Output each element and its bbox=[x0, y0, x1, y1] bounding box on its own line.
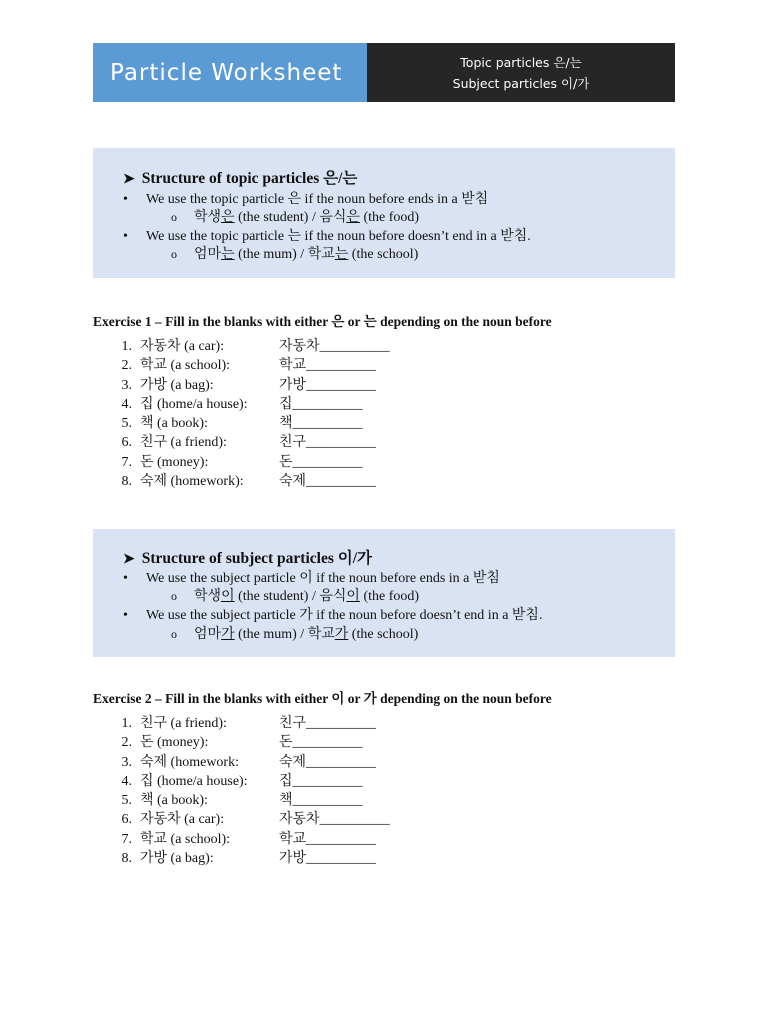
fill-in-blank: 책__________ bbox=[279, 793, 363, 809]
circle-bullet-icon: o bbox=[171, 247, 177, 261]
item-term: 자동차 (a car): bbox=[140, 812, 225, 828]
item-term: 책 (a book): bbox=[140, 416, 208, 432]
fill-in-blank: 집__________ bbox=[279, 773, 363, 789]
subject-rule-2: • We use the subject particle 가 if the noun before doesn’t end in a 받침. bbox=[123, 608, 543, 623]
item-term: 숙제 (homework: bbox=[140, 754, 239, 770]
fill-in-blank: 학교__________ bbox=[279, 358, 377, 374]
fill-in-blank: 숙제__________ bbox=[279, 754, 377, 770]
fill-in-blank: 가방__________ bbox=[279, 851, 377, 867]
bullet-dot-icon: • bbox=[123, 608, 128, 623]
item-term: 집 (home/a house): bbox=[140, 773, 248, 789]
item-term: 친구 (a friend): bbox=[140, 435, 227, 451]
topic-rule-2: • We use the topic particle 는 if the noun before doesn’t end in a 받침. bbox=[123, 229, 531, 244]
item-term: 자동차 (a car): bbox=[140, 339, 225, 354]
fill-in-blank: 가방__________ bbox=[279, 377, 377, 393]
topic-box-title: ➤ Structure of topic particles 은/는 bbox=[123, 170, 358, 187]
subtitle-topic: Topic particles 은/는 bbox=[460, 54, 582, 70]
fill-in-blank: 책__________ bbox=[279, 416, 363, 432]
subject-structure-box bbox=[93, 529, 675, 657]
item-term: 가방 (a bag): bbox=[140, 377, 214, 393]
bullet-dot-icon: • bbox=[123, 192, 128, 207]
item-number: 6. bbox=[121, 435, 132, 451]
item-number: 1. bbox=[121, 339, 132, 354]
topic-rule-1: • We use the topic particle 은 if the noun before ends in a 받침 bbox=[123, 192, 489, 207]
item-term: 숙제 (homework): bbox=[140, 474, 244, 490]
item-number: 5. bbox=[121, 416, 132, 432]
item-number: 7. bbox=[121, 454, 132, 470]
item-number: 4. bbox=[121, 396, 132, 412]
subject-rule-1: • We use the subject particle 이 if the noun before ends in a 받침 bbox=[123, 571, 500, 586]
item-term: 학교 (a school): bbox=[140, 831, 231, 847]
circle-bullet-icon: o bbox=[171, 627, 177, 641]
fill-in-blank: 자동차__________ bbox=[279, 812, 390, 828]
subject-example-2: o 엄마가 (the mum) / 학교가 (the school) bbox=[171, 627, 419, 642]
subject-example-1: o 학생이 (the student) / 음식이 (the food) bbox=[171, 589, 420, 604]
subject-box-title: ➤ Structure of subject particles 이/가 bbox=[123, 550, 372, 567]
item-term: 돈 (money): bbox=[140, 454, 209, 470]
fill-in-blank: 돈__________ bbox=[279, 735, 363, 751]
item-term: 친구 (a friend): bbox=[140, 716, 227, 731]
page-title: Particle Worksheet bbox=[93, 43, 367, 102]
exercise-2-title: Exercise 2 – Fill in the blanks with either 이 or 가 depending on the noun before bbox=[93, 691, 552, 706]
bullet-dot-icon: • bbox=[123, 571, 128, 586]
item-number: 7. bbox=[121, 831, 132, 847]
circle-bullet-icon: o bbox=[171, 210, 177, 224]
item-term: 돈 (money): bbox=[140, 735, 209, 751]
topic-example-1: o 학생은 (the student) / 음식은 (the food) bbox=[171, 210, 420, 225]
item-term: 집 (home/a house): bbox=[140, 396, 248, 412]
item-term: 가방 (a bag): bbox=[140, 851, 214, 867]
exercise-1-title: Exercise 1 – Fill in the blanks with either 은 or 는 depending on the noun before bbox=[93, 314, 552, 329]
arrow-bullet-icon: ➤ bbox=[123, 172, 135, 187]
item-number: 8. bbox=[121, 851, 132, 867]
item-number: 4. bbox=[121, 773, 132, 789]
worksheet-header bbox=[93, 43, 675, 102]
item-number: 8. bbox=[121, 474, 132, 490]
item-number: 5. bbox=[121, 793, 132, 809]
subtitle-subject: Subject particles 이/가 bbox=[452, 75, 590, 91]
fill-in-blank: 자동차__________ bbox=[279, 339, 390, 354]
item-term: 책 (a book): bbox=[140, 793, 208, 809]
fill-in-blank: 집__________ bbox=[279, 396, 363, 412]
item-number: 3. bbox=[121, 377, 132, 393]
topic-example-2: o 엄마는 (the mum) / 학교는 (the school) bbox=[171, 247, 419, 262]
fill-in-blank: 숙제__________ bbox=[279, 474, 377, 490]
fill-in-blank: 친구__________ bbox=[279, 435, 377, 451]
fill-in-blank: 친구__________ bbox=[279, 716, 377, 731]
header-subtitle bbox=[367, 43, 675, 102]
item-number: 3. bbox=[121, 754, 132, 770]
item-number: 6. bbox=[121, 812, 132, 828]
item-number: 1. bbox=[121, 716, 132, 731]
item-number: 2. bbox=[121, 735, 132, 751]
item-term: 학교 (a school): bbox=[140, 358, 231, 374]
item-number: 2. bbox=[121, 358, 132, 374]
arrow-bullet-icon: ➤ bbox=[123, 552, 135, 567]
bullet-dot-icon: • bbox=[123, 229, 128, 244]
fill-in-blank: 돈__________ bbox=[279, 454, 363, 470]
topic-structure-box bbox=[93, 148, 675, 278]
circle-bullet-icon: o bbox=[171, 589, 177, 603]
fill-in-blank: 학교__________ bbox=[279, 831, 377, 847]
